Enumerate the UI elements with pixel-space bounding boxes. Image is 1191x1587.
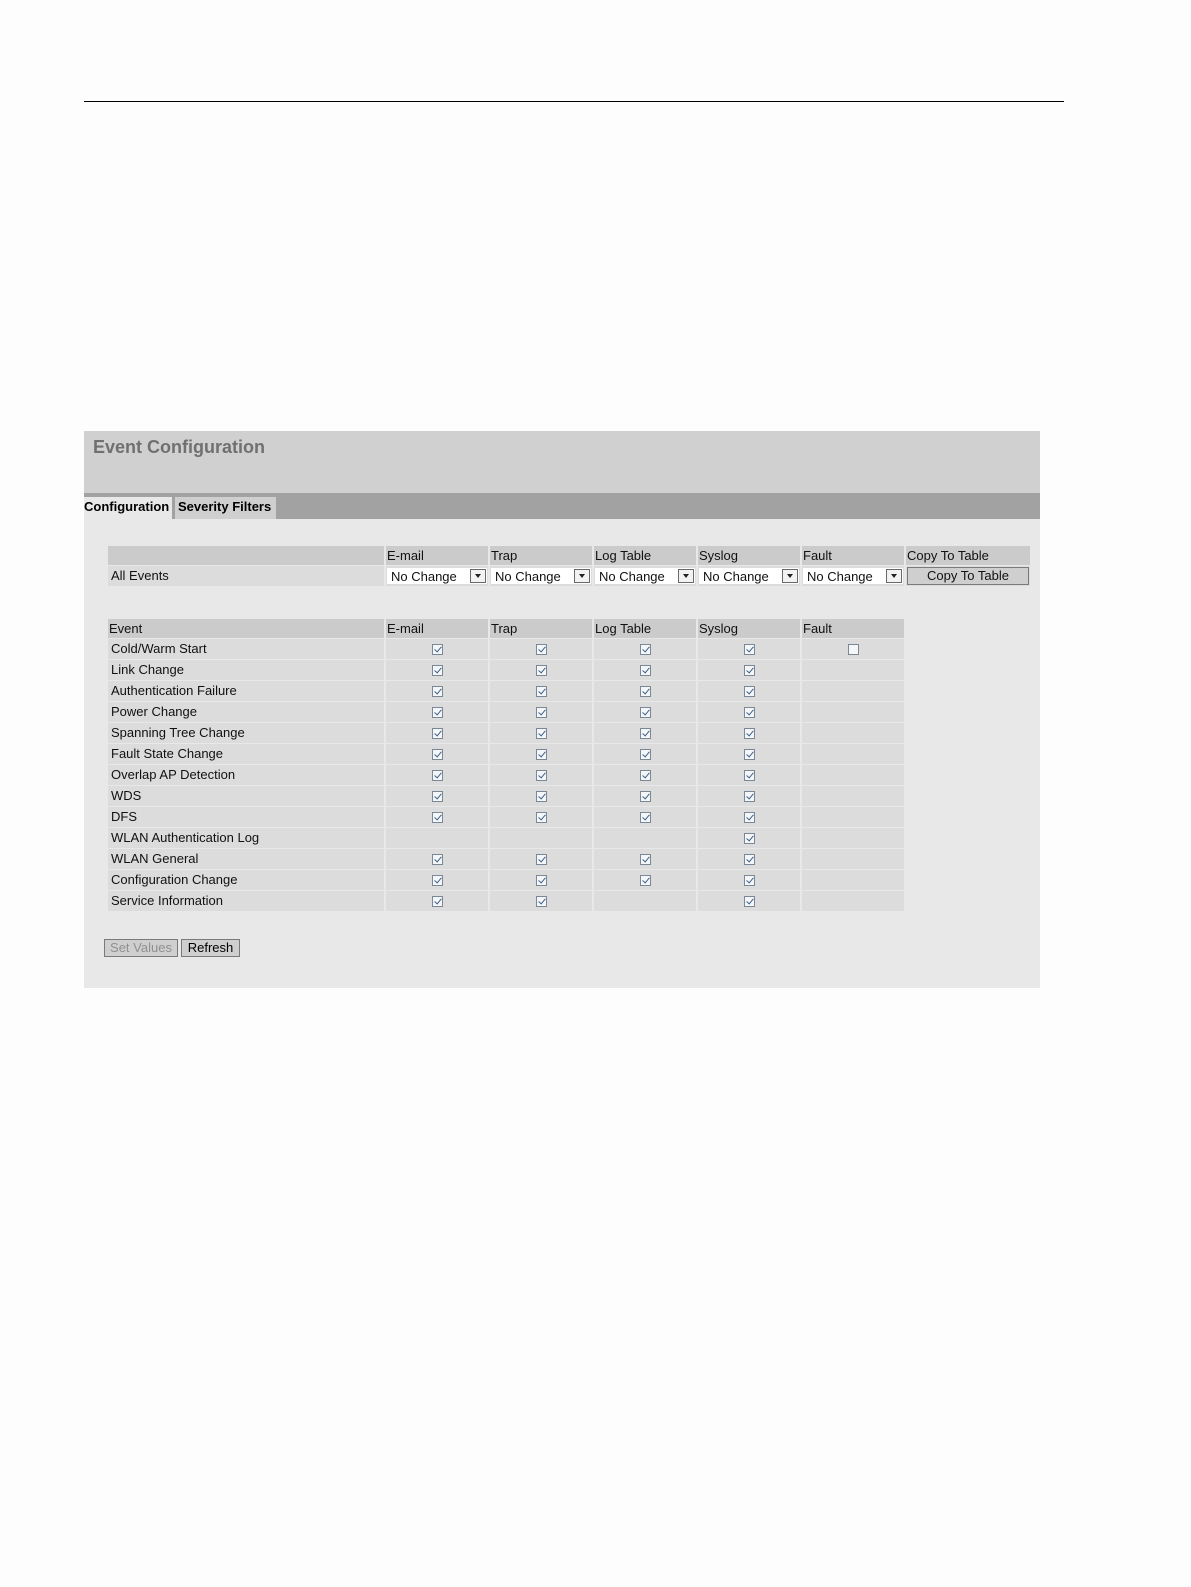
email-checkbox[interactable] — [432, 749, 443, 760]
copy-to-table-button[interactable]: Copy To Table — [907, 567, 1029, 585]
tab-configuration[interactable]: Configuration — [84, 497, 172, 519]
email-select[interactable] — [386, 567, 488, 585]
column-header-trap: Trap — [490, 546, 592, 565]
log-table-checkbox[interactable] — [640, 749, 651, 760]
log-table-checkbox[interactable] — [640, 812, 651, 823]
log-table-cell — [594, 807, 696, 827]
event-name: Authentication Failure — [108, 681, 384, 701]
fault-select-value: No Change — [807, 569, 873, 584]
table-row — [108, 660, 904, 680]
syslog-checkbox[interactable] — [744, 854, 755, 865]
trap-cell — [490, 891, 592, 911]
event-name: WLAN Authentication Log — [108, 828, 384, 848]
trap-checkbox[interactable] — [536, 875, 547, 886]
email-cell — [386, 702, 488, 722]
log-table-checkbox[interactable] — [640, 686, 651, 697]
email-select-value: No Change — [391, 569, 457, 584]
syslog-checkbox[interactable] — [744, 896, 755, 907]
syslog-checkbox[interactable] — [744, 728, 755, 739]
log-table-cell — [594, 765, 696, 785]
fault-cell — [802, 681, 904, 701]
column-header-blank — [108, 546, 384, 565]
refresh-button[interactable]: Refresh — [181, 939, 240, 957]
syslog-checkbox[interactable] — [744, 686, 755, 697]
log-table-checkbox[interactable] — [640, 770, 651, 781]
syslog-cell — [698, 807, 800, 827]
column-header-email: E-mail — [386, 546, 488, 565]
trap-cell — [490, 828, 592, 848]
trap-cell — [490, 744, 592, 764]
email-cell — [386, 828, 488, 848]
email-checkbox[interactable] — [432, 791, 443, 802]
log-table-cell — [594, 786, 696, 806]
table-row — [108, 681, 904, 701]
email-checkbox[interactable] — [432, 665, 443, 676]
log-table-cell — [594, 723, 696, 743]
fault-cell — [802, 765, 904, 785]
email-cell — [386, 870, 488, 890]
email-checkbox[interactable] — [432, 854, 443, 865]
column-header-fault: Fault — [802, 619, 904, 638]
trap-checkbox[interactable] — [536, 749, 547, 760]
syslog-cell — [698, 723, 800, 743]
email-checkbox[interactable] — [432, 686, 443, 697]
log-table-checkbox[interactable] — [640, 665, 651, 676]
syslog-cell — [698, 828, 800, 848]
fault-cell — [802, 723, 904, 743]
email-cell — [386, 744, 488, 764]
trap-checkbox[interactable] — [536, 686, 547, 697]
all-events-header-row — [108, 546, 1030, 565]
dropdown-arrow-icon[interactable] — [782, 569, 798, 583]
email-checkbox[interactable] — [432, 812, 443, 823]
email-cell — [386, 807, 488, 827]
email-checkbox[interactable] — [432, 728, 443, 739]
event-name: Fault State Change — [108, 744, 384, 764]
log-table-checkbox[interactable] — [640, 707, 651, 718]
syslog-checkbox[interactable] — [744, 791, 755, 802]
page-title: Event Configuration — [93, 437, 265, 457]
syslog-cell — [698, 870, 800, 890]
event-name: Link Change — [108, 660, 384, 680]
syslog-checkbox[interactable] — [744, 812, 755, 823]
page-header-rule — [84, 101, 1064, 102]
event-name: WLAN General — [108, 849, 384, 869]
table-row — [108, 870, 904, 890]
event-name: Power Change — [108, 702, 384, 722]
log-table-checkbox[interactable] — [640, 728, 651, 739]
log-table-checkbox[interactable] — [640, 791, 651, 802]
column-header-syslog: Syslog — [698, 619, 800, 638]
all-events-label: All Events — [108, 566, 384, 586]
syslog-cell — [698, 786, 800, 806]
trap-checkbox[interactable] — [536, 728, 547, 739]
fault-cell — [802, 566, 904, 586]
table-row — [108, 744, 904, 764]
trap-checkbox[interactable] — [536, 707, 547, 718]
events-body — [108, 639, 904, 911]
table-row — [108, 849, 904, 869]
email-cell — [386, 566, 488, 586]
table-row — [108, 723, 904, 743]
dropdown-arrow-icon[interactable] — [574, 569, 590, 583]
column-header-log-table: Log Table — [594, 546, 696, 565]
fault-cell — [802, 828, 904, 848]
fault-cell — [802, 660, 904, 680]
fault-cell — [802, 639, 904, 659]
syslog-cell — [698, 702, 800, 722]
trap-cell — [490, 681, 592, 701]
email-cell — [386, 786, 488, 806]
log-table-select-value: No Change — [599, 569, 665, 584]
trap-cell — [490, 765, 592, 785]
syslog-cell — [698, 765, 800, 785]
email-cell — [386, 660, 488, 680]
all-events-row — [108, 566, 1030, 586]
tab-severity-filters[interactable]: Severity Filters — [175, 497, 276, 519]
trap-cell — [490, 786, 592, 806]
all-events-table — [106, 545, 1032, 587]
set-values-button[interactable]: Set Values — [104, 939, 178, 957]
email-cell — [386, 681, 488, 701]
event-name: WDS — [108, 786, 384, 806]
email-cell — [386, 639, 488, 659]
table-row — [108, 786, 904, 806]
event-name: Configuration Change — [108, 870, 384, 890]
email-checkbox[interactable] — [432, 770, 443, 781]
email-cell — [386, 891, 488, 911]
event-configuration-panel — [84, 431, 1040, 988]
tab-bar — [84, 493, 1040, 519]
trap-checkbox[interactable] — [536, 812, 547, 823]
fault-select[interactable] — [802, 567, 904, 585]
trap-cell — [490, 566, 592, 586]
fault-checkbox[interactable] — [848, 644, 859, 655]
log-table-cell — [594, 849, 696, 869]
fault-cell — [802, 870, 904, 890]
events-header-row — [108, 619, 904, 638]
trap-cell — [490, 807, 592, 827]
log-table-select[interactable] — [594, 567, 696, 585]
trap-checkbox[interactable] — [536, 770, 547, 781]
syslog-cell — [698, 681, 800, 701]
copy-to-table-cell — [906, 566, 1030, 586]
trap-cell — [490, 660, 592, 680]
trap-cell — [490, 639, 592, 659]
table-row — [108, 891, 904, 911]
log-table-cell — [594, 744, 696, 764]
syslog-checkbox[interactable] — [744, 665, 755, 676]
email-cell — [386, 723, 488, 743]
fault-cell — [802, 786, 904, 806]
fault-cell — [802, 891, 904, 911]
column-header-event: Event — [108, 619, 384, 638]
syslog-cell — [698, 849, 800, 869]
trap-checkbox[interactable] — [536, 665, 547, 676]
email-cell — [386, 849, 488, 869]
email-cell — [386, 765, 488, 785]
syslog-checkbox[interactable] — [744, 875, 755, 886]
syslog-checkbox[interactable] — [744, 749, 755, 760]
log-table-checkbox[interactable] — [640, 854, 651, 865]
event-name: Spanning Tree Change — [108, 723, 384, 743]
table-row — [108, 639, 904, 659]
email-checkbox[interactable] — [432, 644, 443, 655]
syslog-cell — [698, 566, 800, 586]
event-name: DFS — [108, 807, 384, 827]
email-checkbox[interactable] — [432, 896, 443, 907]
trap-cell — [490, 723, 592, 743]
email-checkbox[interactable] — [432, 707, 443, 718]
log-table-cell — [594, 870, 696, 890]
trap-select[interactable] — [490, 567, 592, 585]
column-header-trap: Trap — [490, 619, 592, 638]
title-bar — [84, 431, 1040, 493]
column-header-fault: Fault — [802, 546, 904, 565]
trap-cell — [490, 870, 592, 890]
log-table-cell — [594, 702, 696, 722]
column-header-email: E-mail — [386, 619, 488, 638]
fault-cell — [802, 744, 904, 764]
event-name: Cold/Warm Start — [108, 639, 384, 659]
table-row — [108, 807, 904, 827]
dropdown-arrow-icon[interactable] — [470, 569, 486, 583]
log-table-cell — [594, 660, 696, 680]
log-table-checkbox[interactable] — [640, 875, 651, 886]
table-row — [108, 828, 904, 848]
syslog-checkbox[interactable] — [744, 833, 755, 844]
syslog-cell — [698, 891, 800, 911]
events-table — [106, 618, 906, 912]
event-name: Service Information — [108, 891, 384, 911]
log-table-cell — [594, 639, 696, 659]
column-header-syslog: Syslog — [698, 546, 800, 565]
trap-checkbox[interactable] — [536, 854, 547, 865]
fault-cell — [802, 702, 904, 722]
table-row — [108, 702, 904, 722]
syslog-select[interactable] — [698, 567, 800, 585]
fault-cell — [802, 807, 904, 827]
syslog-checkbox[interactable] — [744, 707, 755, 718]
trap-checkbox[interactable] — [536, 791, 547, 802]
dropdown-arrow-icon[interactable] — [678, 569, 694, 583]
trap-checkbox[interactable] — [536, 896, 547, 907]
log-table-cell — [594, 681, 696, 701]
syslog-checkbox[interactable] — [744, 644, 755, 655]
syslog-checkbox[interactable] — [744, 770, 755, 781]
dropdown-arrow-icon[interactable] — [886, 569, 902, 583]
trap-cell — [490, 702, 592, 722]
table-row — [108, 765, 904, 785]
trap-select-value: No Change — [495, 569, 561, 584]
log-table-cell — [594, 566, 696, 586]
syslog-cell — [698, 660, 800, 680]
log-table-cell — [594, 828, 696, 848]
event-name: Overlap AP Detection — [108, 765, 384, 785]
email-checkbox[interactable] — [432, 875, 443, 886]
trap-cell — [490, 849, 592, 869]
log-table-cell — [594, 891, 696, 911]
fault-cell — [802, 849, 904, 869]
syslog-select-value: No Change — [703, 569, 769, 584]
trap-checkbox[interactable] — [536, 644, 547, 655]
column-header-copy-to-table: Copy To Table — [906, 546, 1030, 565]
column-header-log-table: Log Table — [594, 619, 696, 638]
syslog-cell — [698, 639, 800, 659]
log-table-checkbox[interactable] — [640, 644, 651, 655]
syslog-cell — [698, 744, 800, 764]
